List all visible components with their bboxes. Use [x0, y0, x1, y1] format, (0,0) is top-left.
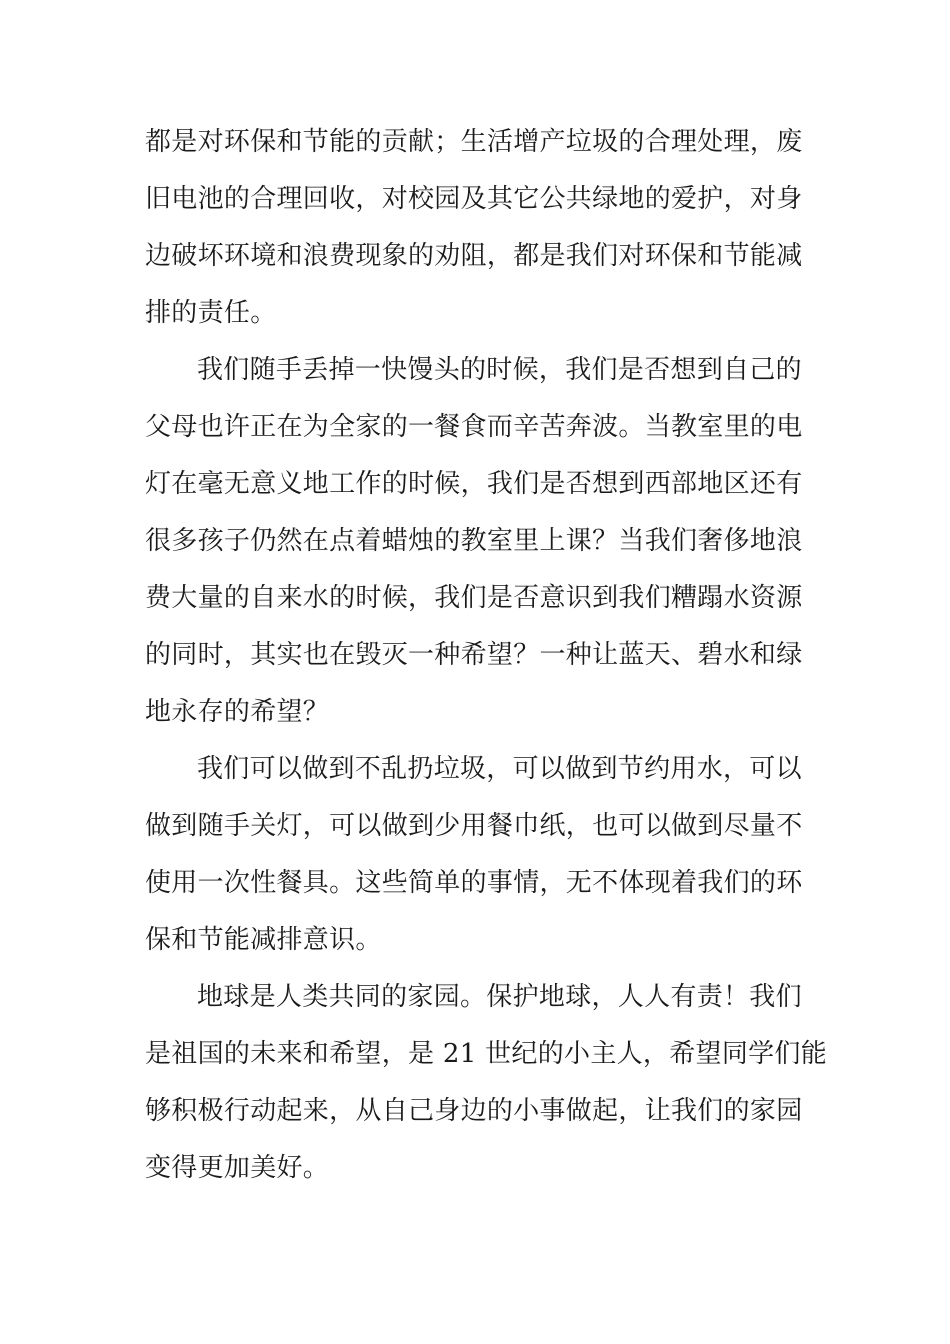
paragraph-4: [145, 969, 828, 1197]
text-line: 的同时，其实也在毁灭一种希望？一种让蓝天、碧水和绿: [145, 640, 803, 670]
paragraph-2: [145, 342, 805, 741]
body-text: [145, 114, 828, 1197]
text-line: 够积极行动起来，从自己身边的小事做起，让我们的家园: [145, 1096, 803, 1126]
text-line: 保和节能减排意识。: [145, 925, 382, 955]
text-line: 变得更加美好。: [145, 1153, 330, 1183]
paragraph-1: [145, 114, 805, 342]
text-line: 费大量的自来水的时候，我们是否意识到我们糟蹋水资源: [145, 583, 803, 613]
text-line: 灯在毫无意义地工作的时候，我们是否想到西部地区还有: [145, 469, 803, 499]
text-line: 排的责任。: [145, 298, 277, 328]
text-line: 做到随手关灯，可以做到少用餐巾纸，也可以做到尽量不: [145, 811, 803, 841]
text-line: 地永存的希望？: [145, 697, 330, 727]
text-line: 都是对环保和节能的贡献；生活增产垃圾的合理处理，废: [145, 127, 803, 157]
text-line: 我们可以做到不乱扔垃圾，可以做到节约用水，可以: [197, 754, 802, 784]
paragraph-3: [145, 741, 805, 969]
text-line: 父母也许正在为全家的一餐食而辛苦奔波。当教室里的电: [145, 412, 803, 442]
text-line: 是祖国的未来和希望，是 21 世纪的小主人，希望同学们能: [145, 1039, 828, 1069]
text-line: 我们随手丢掉一快馒头的时候，我们是否想到自己的: [197, 355, 802, 385]
text-line: 使用一次性餐具。这些简单的事情，无不体现着我们的环: [145, 868, 803, 898]
text-line: 边破坏环境和浪费现象的劝阻，都是我们对环保和节能减: [145, 241, 803, 271]
text-line: 地球是人类共同的家园。保护地球，人人有责！我们: [197, 982, 802, 1012]
text-line: 很多孩子仍然在点着蜡烛的教室里上课？当我们奢侈地浪: [145, 526, 803, 556]
text-line: 旧电池的合理回收，对校园及其它公共绿地的爱护，对身: [145, 184, 803, 214]
